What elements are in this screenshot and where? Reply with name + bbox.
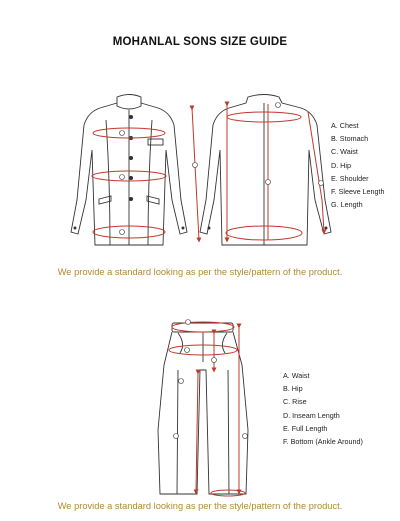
legend-item-length: G. Length xyxy=(331,200,363,210)
legend-item-bottom: F. Bottom (Ankle Around) xyxy=(283,436,363,446)
legend-item-inseam-length: D. Inseam Length xyxy=(283,410,340,420)
jacket-back-markers xyxy=(266,103,324,186)
legend-item-full-length: E. Full Length xyxy=(283,423,328,433)
trouser-measurement-legend xyxy=(283,369,363,448)
trouser-markers xyxy=(174,320,248,439)
jacket-back-measure-lines xyxy=(226,104,324,240)
legend-item-waist: C. Waist xyxy=(331,147,358,157)
trouser-illustration xyxy=(158,323,248,494)
jacket-front-illustration xyxy=(71,95,187,246)
jacket-front-markers xyxy=(120,131,198,235)
page-title: MOHANLAL SONS SIZE GUIDE xyxy=(112,36,288,48)
legend-item-hip: D. Hip xyxy=(331,160,351,170)
jacket-measurement-legend xyxy=(331,119,385,211)
legend-item-shoulder: E. Shoulder xyxy=(331,173,369,183)
legend-item-rise: C. Rise xyxy=(283,397,307,407)
jacket-back-illustration xyxy=(200,95,331,246)
legend-item-trouser-hip: B. Hip xyxy=(283,384,303,394)
jacket-front-measure-lines xyxy=(92,108,199,240)
fit-note-trouser: We provide a standard looking as per the style/pattern of the product. xyxy=(57,501,343,511)
legend-item-chest: A. Chest xyxy=(331,121,359,130)
legend-item-sleeve-length: F. Sleeve Length xyxy=(331,186,385,196)
fit-note-jacket: We provide a standard looking as per the style/pattern of the product. xyxy=(57,267,343,277)
legend-item-trouser-waist: A. Waist xyxy=(283,371,310,380)
legend-item-stomach: B. Stomach xyxy=(331,134,369,144)
